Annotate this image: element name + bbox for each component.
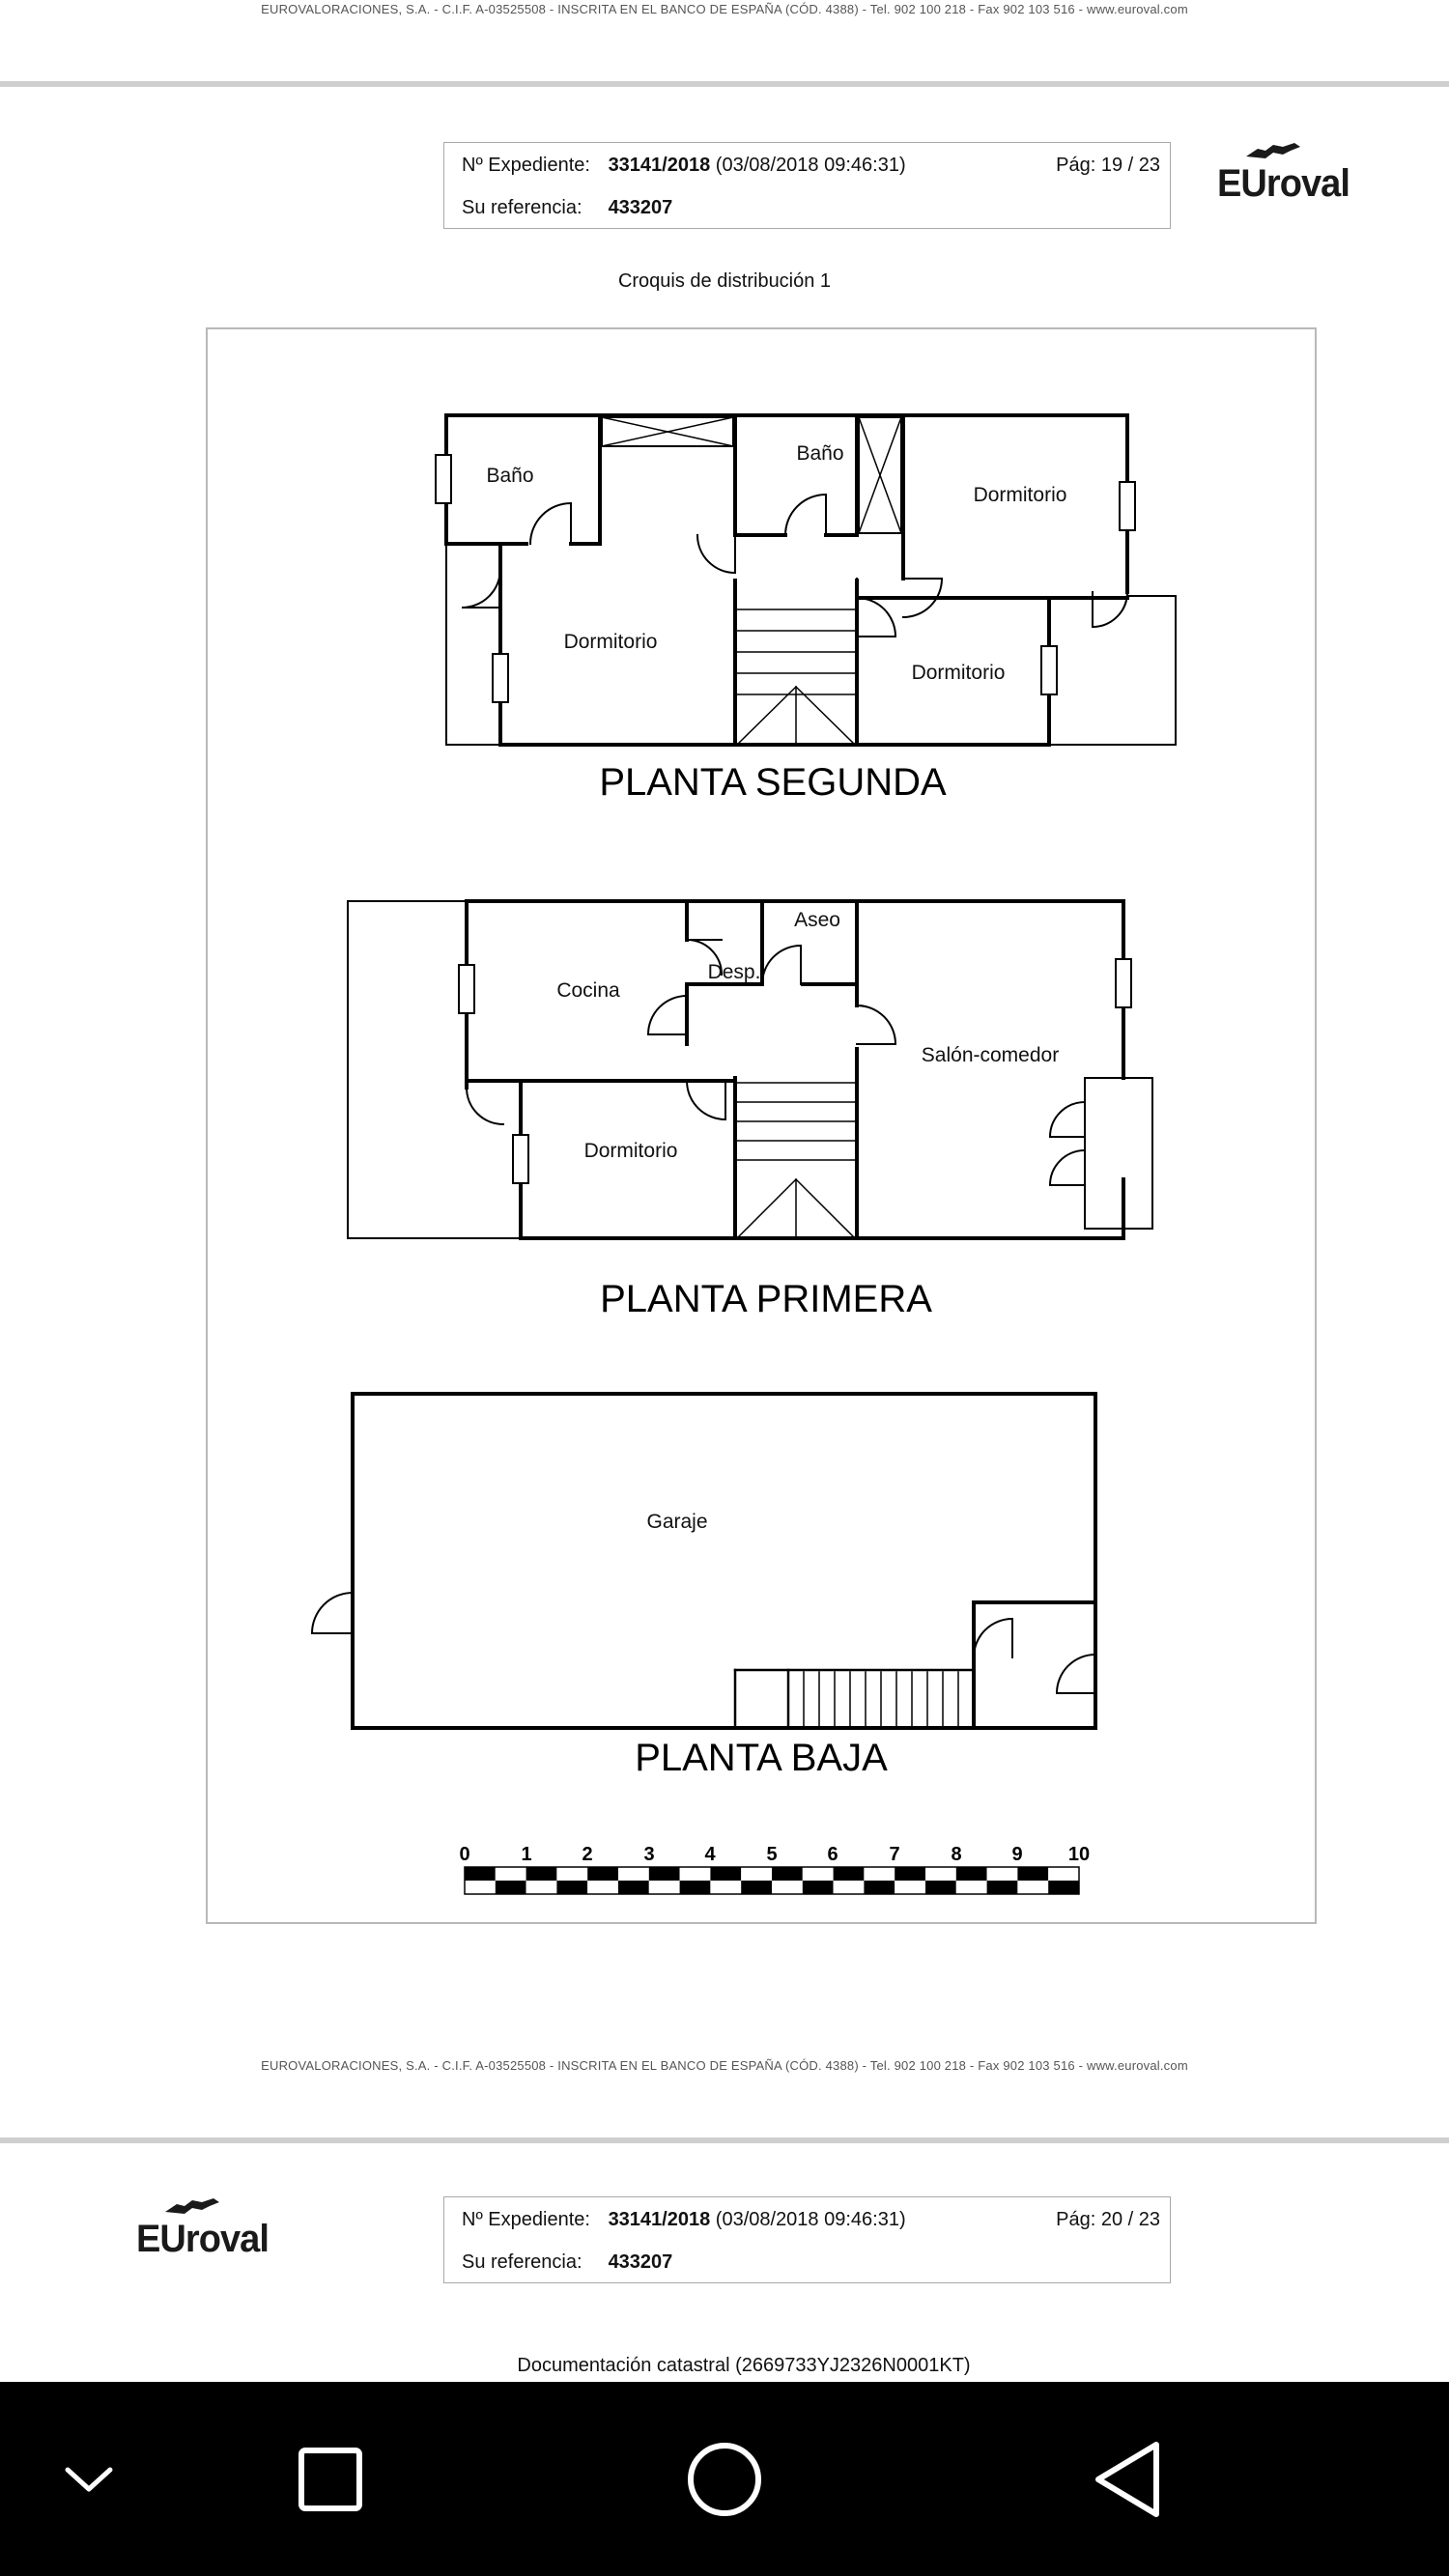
scale-cell — [987, 1881, 1018, 1894]
scale-cell — [987, 1867, 1018, 1881]
company-footer-bottom: EUROVALORACIONES, S.A. - C.I.F. A-03525508 - INSCRITA EN EL BANCO DE ESPAÑA (CÓD. 4388) - Tel. 902 100 218 - Fax 902 103 516 - www.euroval.com — [261, 2058, 1188, 2073]
referencia-value: 433207 — [608, 2251, 673, 2273]
floor-plan — [208, 329, 1315, 1922]
scale-cell — [803, 1881, 834, 1894]
expediente-date: (03/08/2018 09:46:31) — [715, 2209, 906, 2230]
planta-baja-doors — [312, 1593, 1095, 1693]
scale-cell — [772, 1867, 803, 1881]
room-label-dormitorio-4: Dormitorio — [583, 1140, 678, 1162]
chevron-down-icon[interactable] — [12, 2382, 166, 2576]
floor-plan-frame — [206, 327, 1317, 1924]
scale-cell — [956, 1867, 987, 1881]
room-label-bano-2: Baño — [796, 442, 844, 465]
scale-cell — [465, 1867, 496, 1881]
title-planta-primera: PLANTA PRIMERA — [600, 1278, 932, 1320]
scale-cell — [710, 1881, 741, 1894]
scale-cell — [1048, 1867, 1079, 1881]
scale-cell — [834, 1881, 865, 1894]
scale-cell — [925, 1867, 956, 1881]
title-planta-baja: PLANTA BAJA — [635, 1737, 888, 1779]
expediente-header-19 — [443, 142, 1171, 229]
scale-cell — [526, 1867, 557, 1881]
scale-cell — [618, 1881, 649, 1894]
referencia-value: 433207 — [608, 197, 673, 218]
planta-segunda-stairs — [737, 609, 855, 745]
scale-cell — [526, 1881, 557, 1894]
scale-cell — [895, 1881, 925, 1894]
euroval-logo — [1217, 141, 1362, 209]
scale-cell — [556, 1867, 587, 1881]
planta-baja-stairs — [804, 1672, 958, 1726]
scale-cell — [587, 1881, 618, 1894]
scale-cell — [496, 1867, 526, 1881]
back-icon[interactable] — [1050, 2382, 1205, 2576]
page-separator — [0, 2137, 1449, 2143]
room-label-salon-comedor: Salón-comedor — [921, 1044, 1060, 1066]
scale-cell — [864, 1881, 895, 1894]
referencia-label: Su referencia: — [462, 197, 582, 218]
logo-text: EUroval — [1217, 162, 1350, 205]
scale-cell — [741, 1881, 772, 1894]
scale-cell — [834, 1867, 865, 1881]
scale-label: 6 — [827, 1844, 838, 1865]
scale-label: 5 — [766, 1844, 778, 1865]
logo-text: EUroval — [136, 2218, 269, 2260]
scale-cell — [864, 1867, 895, 1881]
referencia-label: Su referencia: — [462, 2251, 582, 2273]
scale-label: 9 — [1011, 1844, 1023, 1865]
scale-label: 0 — [459, 1844, 470, 1865]
room-label-aseo: Aseo — [794, 909, 840, 931]
scale-label: 2 — [582, 1844, 593, 1865]
expediente-label: Nº Expediente: — [462, 2209, 590, 2230]
company-footer-top: EUROVALORACIONES, S.A. - C.I.F. A-03525508 - INSCRITA EN EL BANCO DE ESPAÑA (CÓD. 4388) - Tel. 902 100 218 - Fax 902 103 516 - www.euroval.com — [261, 2, 1188, 16]
scale-label: 1 — [521, 1844, 532, 1865]
expediente-header-20 — [443, 2196, 1171, 2283]
expediente-label: Nº Expediente: — [462, 155, 590, 176]
scale-cell — [465, 1881, 496, 1894]
planta-primera-walls — [348, 901, 1152, 1238]
plan-caption: Croquis de distribución 1 — [617, 270, 832, 292]
expediente-date: (03/08/2018 09:46:31) — [715, 155, 906, 176]
scale-cell — [925, 1881, 956, 1894]
euroval-logo — [136, 2196, 281, 2264]
page-number: Pág: 20 / 23 — [1056, 2209, 1160, 2230]
scale-label: 10 — [1067, 1844, 1091, 1865]
scale-label: 8 — [951, 1844, 962, 1865]
scale-cell — [1048, 1881, 1079, 1894]
scale-cell — [895, 1867, 925, 1881]
home-icon[interactable] — [647, 2382, 802, 2576]
expediente-value: 33141/2018 — [608, 155, 711, 176]
scale-label: 3 — [643, 1844, 655, 1865]
room-label-dormitorio-2: Dormitorio — [563, 631, 658, 653]
recent-apps-icon[interactable] — [253, 2382, 408, 2576]
room-label-desp: Desp. — [707, 961, 761, 983]
scale-cell — [680, 1881, 711, 1894]
scale-cell — [710, 1867, 741, 1881]
title-planta-segunda: PLANTA SEGUNDA — [599, 761, 947, 804]
planta-primera-stairs — [737, 1083, 855, 1238]
logo-bird-icon — [163, 2196, 221, 2220]
scale-cell — [496, 1881, 526, 1894]
planta-segunda-walls — [446, 415, 1176, 745]
navigation-bar — [0, 2382, 1449, 2576]
scale-label: 7 — [889, 1844, 900, 1865]
scale-cell — [772, 1881, 803, 1894]
page-number: Pág: 19 / 23 — [1056, 155, 1160, 176]
scale-cell — [649, 1881, 680, 1894]
scale-cell — [556, 1881, 587, 1894]
scale-cell — [587, 1867, 618, 1881]
planta-baja-walls — [353, 1394, 1095, 1728]
logo-bird-icon — [1244, 141, 1302, 164]
room-label-dormitorio-3: Dormitorio — [911, 662, 1006, 684]
room-label-bano-1: Baño — [486, 465, 534, 487]
room-label-cocina: Cocina — [556, 979, 620, 1002]
room-label-garaje: Garaje — [646, 1511, 708, 1533]
catastral-caption: Documentación catastral (2669733YJ2326N0001KT) — [517, 2355, 971, 2376]
scale-cell — [741, 1867, 772, 1881]
scale-cell — [680, 1867, 711, 1881]
room-label-dormitorio-1: Dormitorio — [973, 484, 1067, 506]
scale-cell — [1017, 1881, 1048, 1894]
expediente-value: 33141/2018 — [608, 2209, 711, 2230]
scale-cell — [956, 1881, 987, 1894]
scale-cell — [803, 1867, 834, 1881]
scale-cell — [649, 1867, 680, 1881]
scale-label: 4 — [704, 1844, 716, 1865]
scale-cell — [618, 1867, 649, 1881]
planta-segunda-doors — [462, 495, 1127, 637]
page-separator — [0, 81, 1449, 87]
scale-cell — [1017, 1867, 1048, 1881]
scale-bar — [459, 1844, 1090, 1894]
